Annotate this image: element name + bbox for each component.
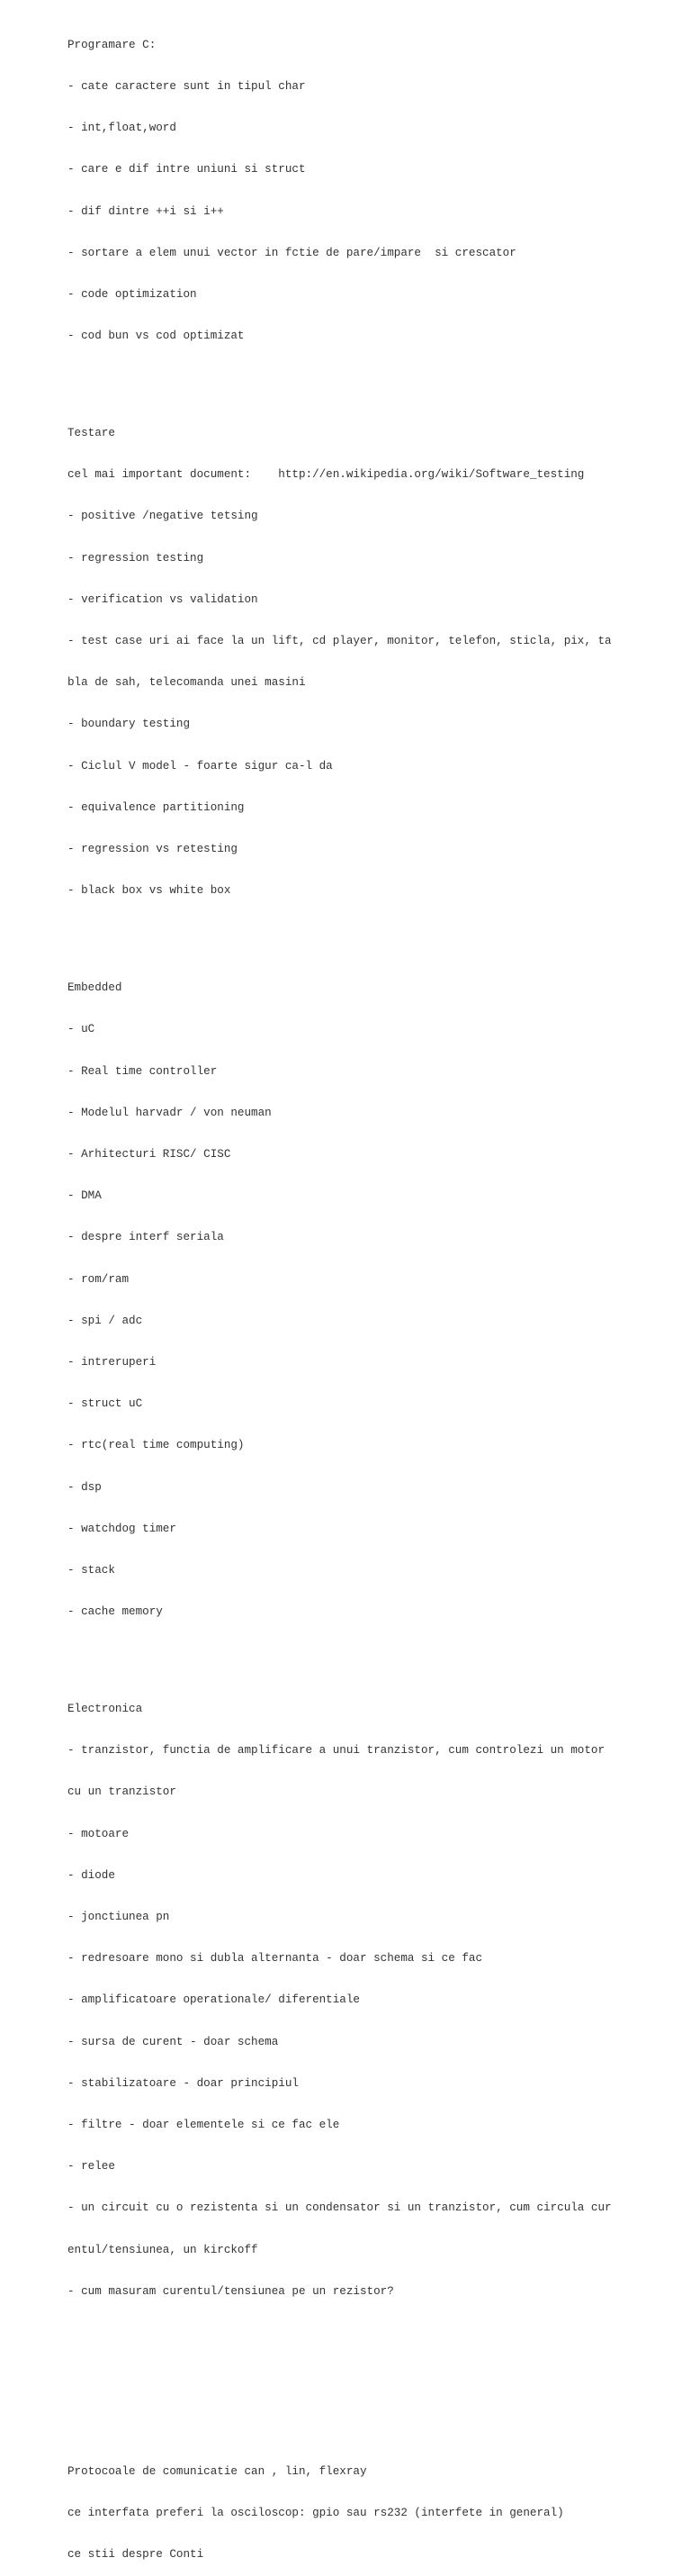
text-line: - sursa de curent - doar schema <box>67 2035 279 2048</box>
text-line: - black box vs white box <box>67 884 231 898</box>
text-line: - stabilizatoare - doar principiul <box>67 2076 299 2090</box>
text-line: - care e dif intre uniuni si struct <box>67 163 306 176</box>
text-line: - stack <box>67 1563 115 1577</box>
text-line: ce stii despre Conti <box>67 2548 204 2562</box>
text-line-with-link: cel mai important document: http://en.wikipedia.org/wiki/Software_testing <box>67 468 585 482</box>
section-heading-testare: Testare <box>67 427 115 440</box>
text-line: bla de sah, telecomanda unei masini <box>67 676 306 690</box>
text-line: - Modelul harvadr / von neuman <box>67 1106 272 1119</box>
text-line: - motoare <box>67 1827 130 1840</box>
section-heading-programare: Programare C: <box>67 38 157 51</box>
text-line: - tranzistor, functia de amplificare a unui tranzistor, cum controlezi un motor <box>67 1744 606 1758</box>
text-line: - un circuit cu o rezistenta si un condensator si un tranzistor, cum circula cur <box>67 2201 612 2215</box>
text-line: - spi / adc <box>67 1314 143 1327</box>
text-line: - despre interf seriala <box>67 1231 224 1244</box>
text-line: - cate caractere sunt in tipul char <box>67 80 306 94</box>
text-line: - redresoare mono si dubla alternanta - doar schema si ce fac <box>67 1952 483 1966</box>
text-line: - code optimization <box>67 288 197 302</box>
blank-line <box>67 371 679 384</box>
text-line: - test case uri ai face la un lift, cd player, monitor, telefon, sticla, pix, ta <box>67 635 612 648</box>
text-line: - Real time controller <box>67 1064 218 1078</box>
section-heading-embedded: Embedded <box>67 981 122 995</box>
text-line: - regression vs retesting <box>67 843 238 856</box>
text-line: - struct uC <box>67 1397 143 1411</box>
blank-line <box>67 2327 679 2340</box>
text-line: - filtre - doar elementele si ce fac ele <box>67 2118 340 2131</box>
document-body <box>67 11 679 2576</box>
blank-line <box>67 2409 679 2423</box>
text-line: - int,float,word <box>67 122 176 135</box>
text-line: - equivalence partitioning <box>67 800 245 814</box>
text-line: - intreruperi <box>67 1355 157 1369</box>
text-line: - cum masuram curentul/tensiunea pe un rezistor? <box>67 2284 394 2298</box>
text-line: - sortare a elem unui vector in fctie de pare/impare si crescator <box>67 246 516 259</box>
text-line: - dsp <box>67 1480 102 1494</box>
text-line: - Arhitecturi RISC/ CISC <box>67 1147 231 1161</box>
blank-line <box>67 926 679 939</box>
text-line: - Ciclul V model - foarte sigur ca-l da <box>67 759 333 773</box>
text-line: - cache memory <box>67 1605 163 1619</box>
text-line: - boundary testing <box>67 718 191 731</box>
text-line-protocoale: Protocoale de comunicatie can , lin, flexray <box>67 2465 367 2479</box>
section-heading-electronica: Electronica <box>67 1702 143 1715</box>
text-line: - amplificatoare operationale/ diferentiale <box>67 1993 360 2007</box>
text-line: - dif dintre ++i si i++ <box>67 204 224 218</box>
text-line: - rom/ram <box>67 1272 130 1286</box>
text-line: ce interfata preferi la osciloscop: gpio sau rs232 (interfete in general) <box>67 2507 564 2520</box>
text-line: - verification vs validation <box>67 592 258 606</box>
text-line: - cod bun vs cod optimizat <box>67 330 245 343</box>
text-line: - watchdog timer <box>67 1522 176 1535</box>
text-line: - regression testing <box>67 551 204 565</box>
text-line: - rtc(real time computing) <box>67 1439 245 1452</box>
text-line: - DMA <box>67 1189 102 1203</box>
blank-line <box>67 1647 679 1660</box>
text-line: - jonctiunea pn <box>67 1910 170 1923</box>
text-line: - uC <box>67 1023 95 1036</box>
text-line: entul/tensiunea, un kirckoff <box>67 2243 258 2256</box>
text-line: - positive /negative tetsing <box>67 510 258 523</box>
blank-line <box>67 2368 679 2382</box>
text-line: - diode <box>67 1868 115 1882</box>
text-line: - relee <box>67 2160 115 2174</box>
text-line: cu un tranzistor <box>67 1785 176 1799</box>
